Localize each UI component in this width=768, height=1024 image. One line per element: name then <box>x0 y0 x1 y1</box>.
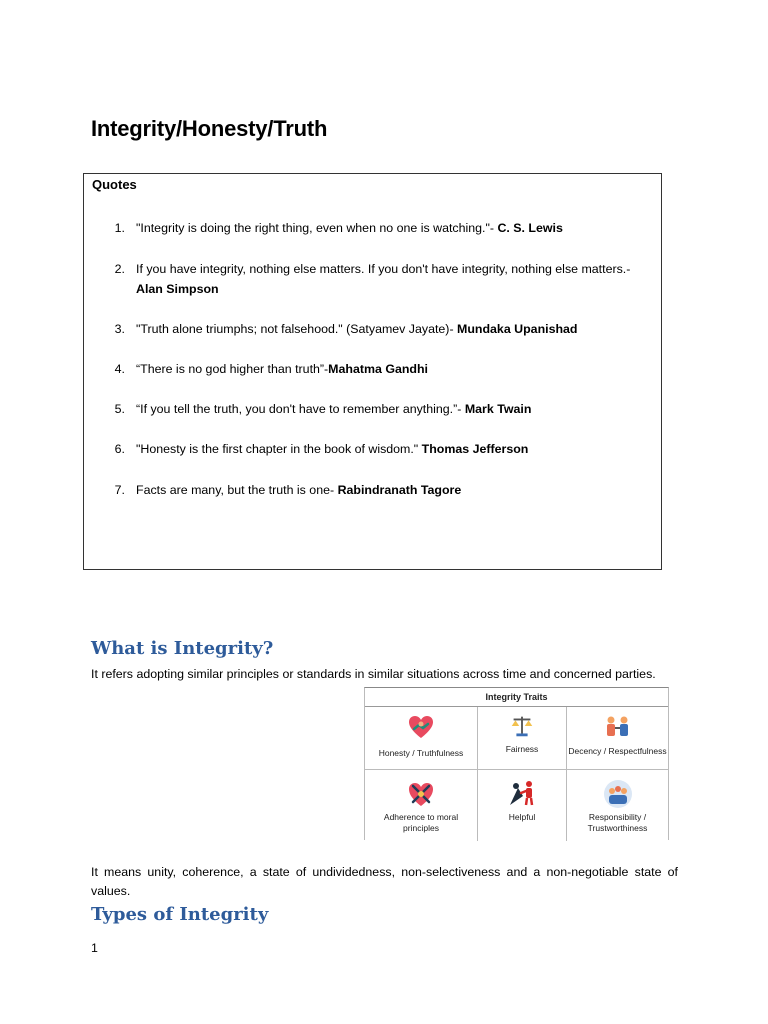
trait-cell <box>567 778 668 834</box>
quote-author: Rabindranath Tagore <box>337 483 462 497</box>
quote-author: Thomas Jefferson <box>421 442 529 456</box>
quote-author: Mundaka Upanishad <box>457 322 578 336</box>
quotes-heading: Quotes <box>92 177 137 192</box>
quote-author: Mark Twain <box>464 402 532 416</box>
trait-cell <box>567 712 668 757</box>
helping-hand-icon <box>507 778 537 808</box>
trait-cell <box>478 778 566 823</box>
quote-number: 5. <box>114 402 125 416</box>
quote-number: 2. <box>114 262 125 276</box>
scales-icon <box>508 712 536 740</box>
quote-text: “There is no god higher than truth”- <box>136 362 329 376</box>
quote-text: "Honesty is the first chapter in the book of wisdom." <box>136 442 422 456</box>
quote-number: 6. <box>114 442 125 456</box>
integrity-definition: It refers adopting similar principles or standards in similar situations across time and concerned parties. <box>91 667 656 681</box>
quotes-box <box>83 173 662 570</box>
integrity-meaning: It means unity, coherence, a state of undividedness, non-selectiveness and a non-negotiable state of values. <box>91 865 678 898</box>
quote-author: C. S. Lewis <box>497 221 563 235</box>
trait-label: Responsibility / Trustworthiness <box>587 812 648 833</box>
trait-label: Decency / Respectfulness <box>568 746 667 756</box>
trait-label: Fairness <box>505 744 539 754</box>
quote-text: “If you tell the truth, you don't have to remember anything.”- <box>136 402 465 416</box>
integrity-traits-figure <box>364 687 669 840</box>
quote-number: 1. <box>114 221 125 235</box>
group-trust-icon <box>602 778 634 810</box>
people-respect-icon <box>602 712 634 744</box>
quote-text: "Integrity is doing the right thing, even when no one is watching."- <box>136 221 498 235</box>
trait-cell <box>478 712 566 755</box>
quote-text: If you have integrity, nothing else matters. If you don't have integrity, nothing else matters.- <box>136 262 631 276</box>
quote-author: Alan Simpson <box>136 282 219 296</box>
heart-hands-icon <box>406 712 436 742</box>
traits-title: Integrity Traits <box>365 688 668 707</box>
quote-number: 3. <box>114 322 125 336</box>
trait-label: Helpful <box>508 812 536 822</box>
page-number: 1 <box>91 941 98 955</box>
trait-cell <box>365 712 477 759</box>
quote-number: 7. <box>114 483 125 497</box>
quote-text: Facts are many, but the truth is one- <box>136 483 338 497</box>
page-title: Integrity/Honesty/Truth <box>91 116 328 141</box>
quote-text: "Truth alone triumphs; not falsehood." (Satyamev Jayate)- <box>136 322 458 336</box>
section-heading-types: Types of Integrity <box>91 904 269 925</box>
quote-number: 4. <box>114 362 125 376</box>
quote-author: Mahatma Gandhi <box>328 362 428 376</box>
trait-label: Honesty / Truthfulness <box>378 748 464 758</box>
section-heading-what-is: What is Integrity? <box>91 638 274 659</box>
moral-heart-icon <box>405 778 437 810</box>
trait-label: Adherence to moral principles <box>383 812 459 833</box>
trait-cell <box>365 778 477 834</box>
